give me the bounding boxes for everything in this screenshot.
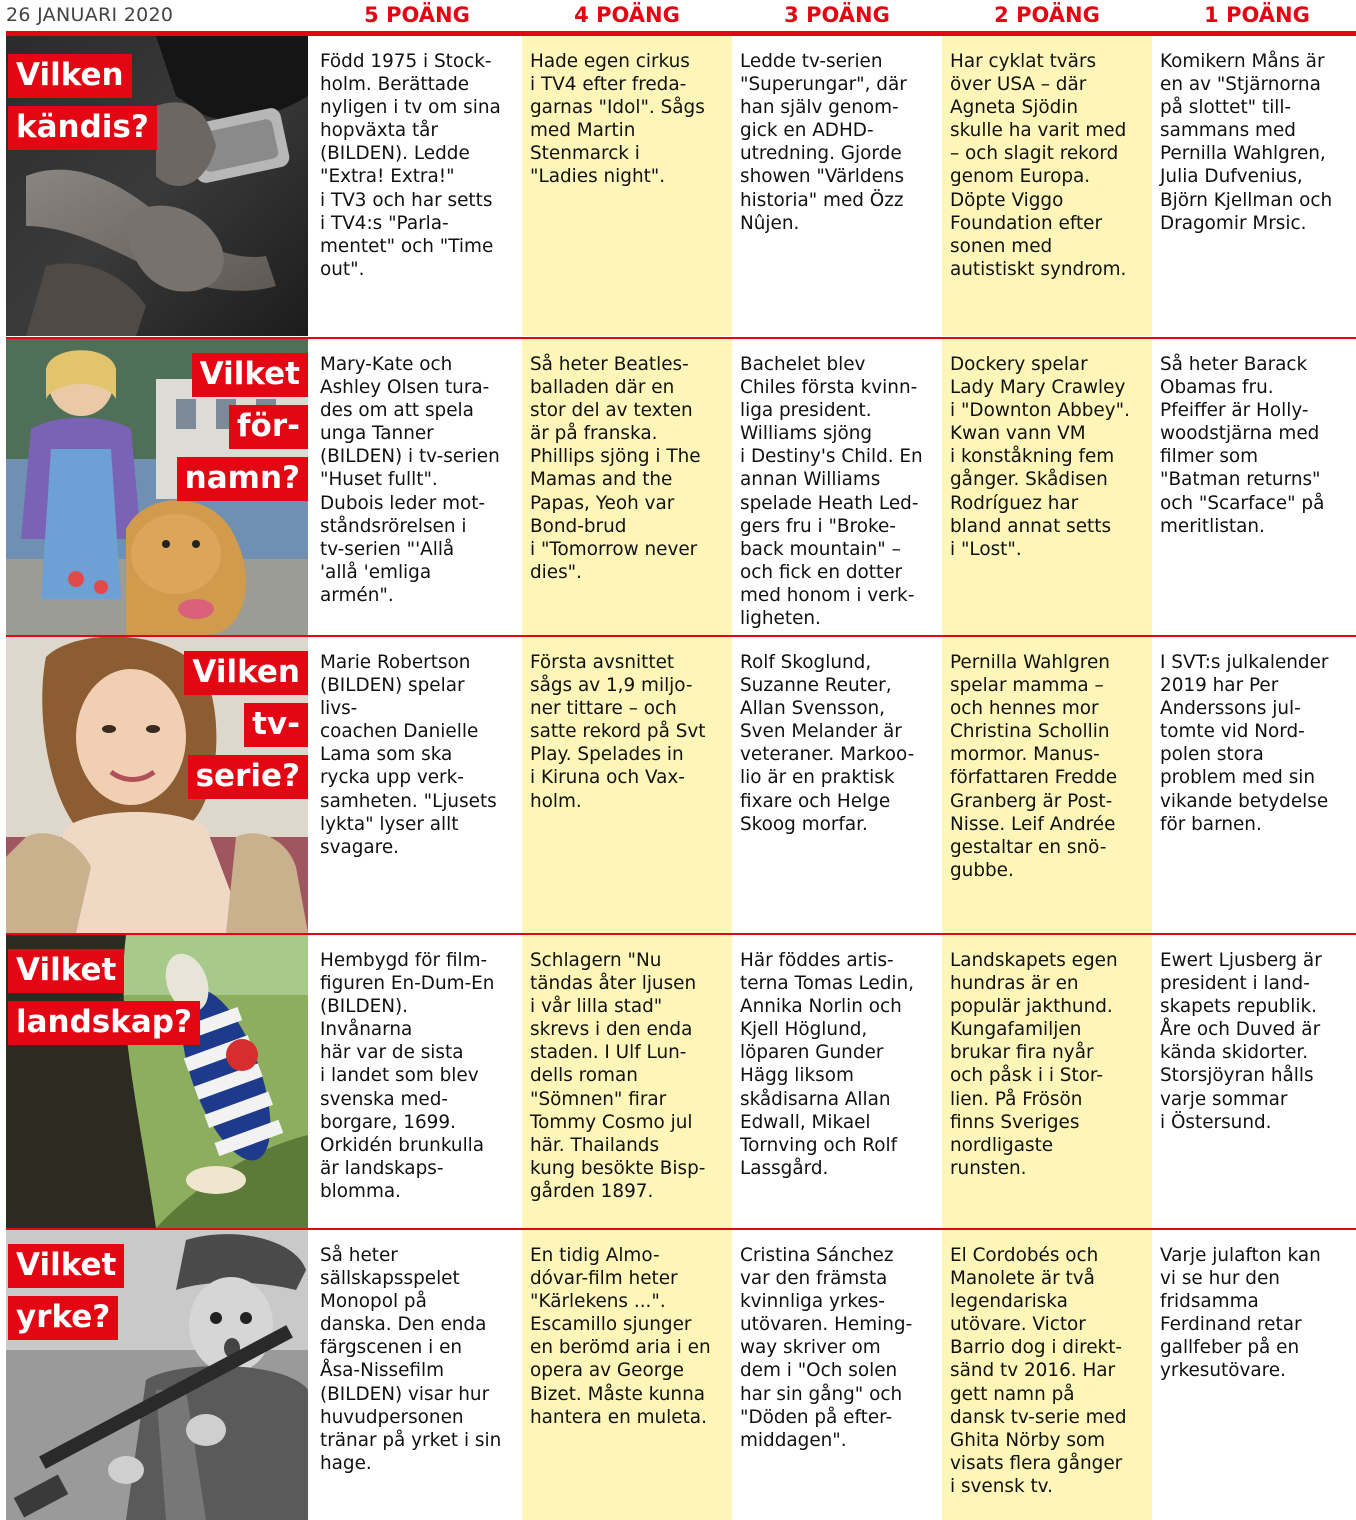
clue-5-points: Mary-Kate och Ashley Olsen tura- des om att spela unga Tanner (BILDEN) i tv-serien "Huset fullt". Dubois leder mot- ståndsrörelsen i tv-serien "'Allå 'allå 'emliga armén".: [320, 354, 500, 606]
quiz-row-first-name: [6, 339, 1356, 635]
issue-date: 26 JANUARI 2020: [6, 4, 174, 26]
clue-2-points: Dockery spelar Lady Mary Crawley i "Downton Abbey". Kwan vann VM i konståkning fem gånger. Skådisen Rodríguez har bland annat setts i "Lost".: [942, 339, 1152, 635]
clue-2-points: Har cyklat tvärs över USA – där Agneta Sjödin skulle ha varit med – och slagit rekord genom Europa. Döpte Viggo Foundation efter sonen med autistiskt syndrom.: [942, 36, 1152, 336]
quiz-row-celebrity: [6, 36, 1356, 336]
quiz-row-tv-series: [6, 637, 1356, 933]
column-header-3: 3 POÄNG: [784, 3, 890, 27]
clue-1-point: I SVT:s julkalender 2019 har Per Anderssons jul- tomte vid Nord- polen stora problem med sin vikande betydelse för barnen.: [1160, 652, 1329, 835]
question-label: Vilket för- namn?: [6, 353, 308, 509]
page-header: [0, 0, 1356, 30]
quiz-row-profession: [6, 1230, 1356, 1520]
quiz-row-province: [6, 935, 1356, 1228]
question-label: Vilket landskap?: [8, 949, 200, 1053]
column-header-5: 5 POÄNG: [364, 3, 470, 27]
clue-5-points: Född 1975 i Stock- holm. Berättade nyligen i tv om sina hopväxta tår (BILDEN). Ledde "Extra! Extra!" i TV3 och har setts i TV4:s "Parla- mentet" och "Time out".: [320, 51, 501, 280]
column-header-2: 2 POÄNG: [994, 3, 1100, 27]
clue-1-point: Så heter Barack Obamas fru. Pfeiffer är Holly- woodstjärna med filmer som "Batman returns" och "Scarface" på meritlistan.: [1160, 354, 1325, 537]
question-label: Vilket yrke?: [8, 1244, 124, 1348]
clue-4-points: Schlagern "Nu tändas åter ljusen i vår lilla stad" skrevs i den enda staden. I Ulf Lun- dells roman "Sömnen" firar Tommy Cosmo jul här. Thailands kung besökte Bisp- gården 1897.: [522, 935, 732, 1228]
clue-4-points: Så heter Beatles- balladen där en stor del av texten är på franska. Phillips sjöng i The Mamas and the Papas, Yeoh var Bond-brud i "Tomorrow never dies".: [522, 339, 732, 635]
clue-5-points: Hembygd för film- figuren En-Dum-En (BILDEN). Invånarna här var de sista i landet som blev svenska med- borgare, 1699. Orkidén brunkulla är landskaps- blomma.: [320, 950, 495, 1202]
clue-2-points: Landskapets egen hundras är en populär jakthund. Kungafamiljen brukar fira nyår och påsk i i Stor- lien. På Frösön finns Sveriges nordligaste runsten.: [942, 935, 1152, 1228]
clue-3-points: Rolf Skoglund, Suzanne Reuter, Allan Svensson, Sven Melander är veteraner. Markoo- lio är en praktisk fixare och Helge Skoog morfar.: [740, 652, 915, 835]
clue-5-points: Så heter sällskapsspelet Monopol på danska. Den enda färgscenen i en Åsa-Nissefilm (BILDEN) visar hur huvudpersonen tränar på yrket i sin hage.: [320, 1245, 502, 1474]
column-header-1: 1 POÄNG: [1204, 3, 1310, 27]
clue-1-point: Varje julafton kan vi se hur den fridsamma Ferdinand retar gallfeber på en yrkesutövare.: [1160, 1245, 1321, 1382]
clue-2-points: El Cordobés och Manolete är två legendariska utövare. Victor Barrio dog i direkt- sänd tv 2016. Har gett namn på dansk tv-serie med Ghita Nörby som visats flera gånger i svensk tv.: [942, 1230, 1152, 1520]
clue-3-points: Cristina Sánchez var den främsta kvinnliga yrkes- utövaren. Heming- way skriver om dem i "Och solen har sin gång" och "Döden på efter- middagen".: [740, 1245, 913, 1451]
clue-4-points: Första avsnittet sågs av 1,9 miljo- ner tittare – och satte rekord på Svt Play. Spelades in i Kiruna och Vax- holm.: [522, 637, 732, 933]
clue-3-points: Ledde tv-serien "Superungar", där han själv genom- gick en ADHD- utredning. Gjorde showen "Världens historia" med Özz Nûjen.: [740, 51, 907, 234]
clue-1-point: Komikern Måns är en av "Stjärnorna på slottet" till- sammans med Pernilla Wahlgren, Julia Dufvenius, Björn Kjellman och Dragomir Mrsic.: [1160, 51, 1333, 234]
clue-5-points: Marie Robertson (BILDEN) spelar livs- coachen Danielle Lama som ska rycka upp verk- samheten. "Ljusets lykta" lyser allt svagare.: [320, 652, 497, 858]
clue-1-point: Ewert Ljusberg är president i land- skapets republik. Åre och Duved är kända skidorter. Storsjöyran hålls varje sommar i Östersund.: [1160, 950, 1322, 1133]
clue-4-points: En tidig Almo- dóvar-film heter "Kärlekens ...". Escamillo sjunger en berömd aria i en opera av George Bizet. Måste kunna hantera en muleta.: [522, 1230, 732, 1520]
question-label: Vilken tv- serie?: [6, 651, 308, 807]
clue-2-points: Pernilla Wahlgren spelar mamma – och hennes mor Christina Schollin mormor. Manus- författaren Fredde Granberg är Post- Nisse. Leif Andrée gestaltar en snö- gubbe.: [942, 637, 1152, 933]
clue-3-points: Bachelet blev Chiles första kvinn- liga president. Williams sjöng i Destiny's Child. En annan Williams spelade Heath Led- gers fru i "Broke- back mountain" – och fick en dotter med honom i verk- ligheten.: [740, 354, 923, 630]
clue-4-points: Hade egen cirkus i TV4 efter freda- garnas "Idol". Sågs med Martin Stenmarck i "Ladies night".: [522, 36, 732, 336]
clue-3-points: Här föddes artis- terna Tomas Ledin, Annika Norlin och Kjell Höglund, löparen Gunder Hägg liksom skådisarna Allan Edwall, Mikael Tornving och Rolf Lassgård.: [740, 950, 915, 1179]
column-header-4: 4 POÄNG: [574, 3, 680, 27]
question-label: Vilken kändis?: [8, 54, 157, 158]
